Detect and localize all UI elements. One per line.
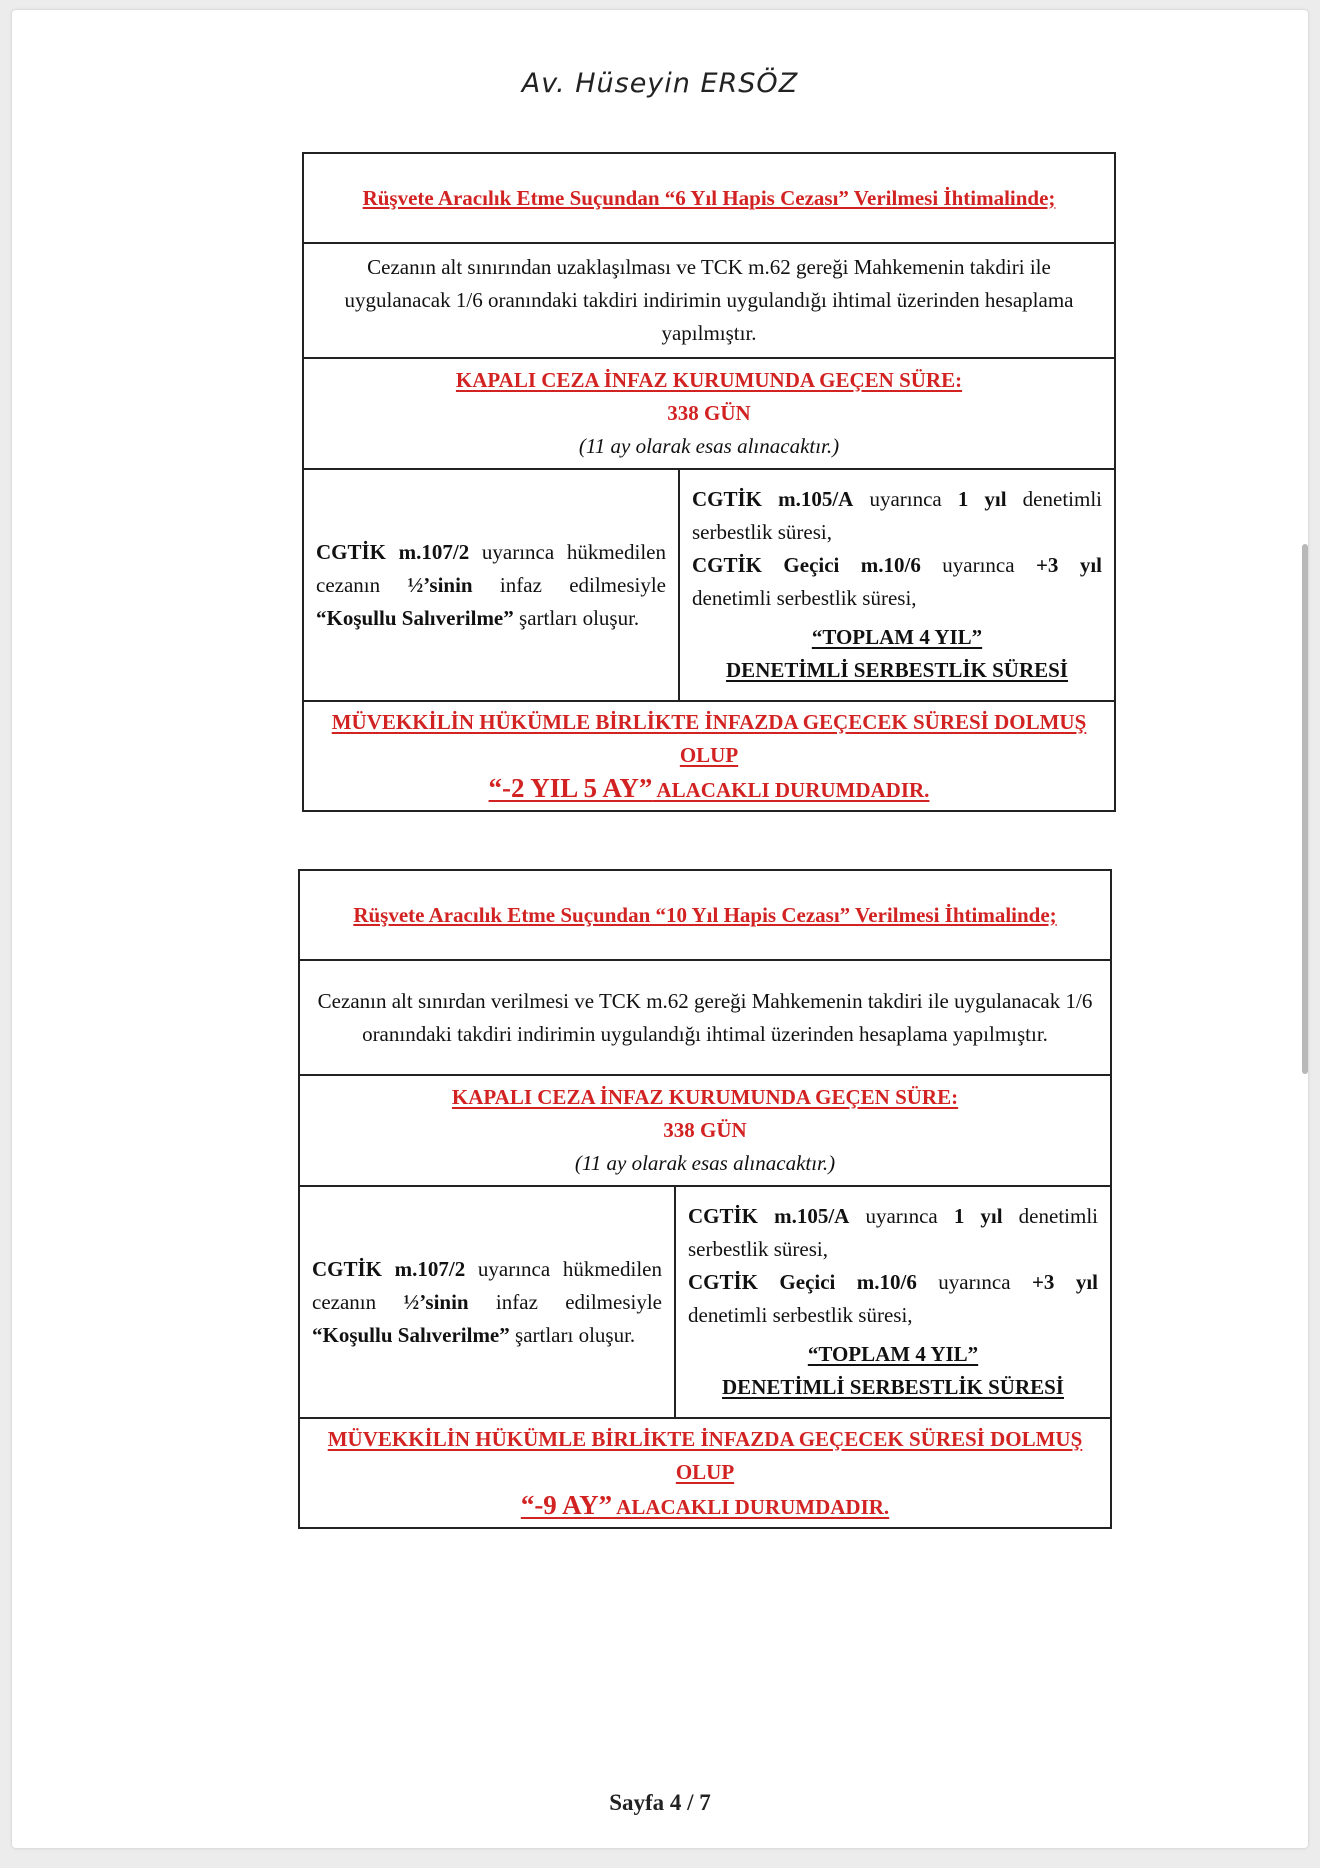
result-line: MÜVEKKİLİN HÜKÜMLE BİRLİKTE İNFAZDA GEÇECEK SÜRESİ DOLMUŞ OLUP xyxy=(331,709,1087,767)
prison-time-cell xyxy=(299,1075,1111,1186)
conditional-release-cell xyxy=(299,1186,675,1418)
result-suffix: ALACAKLI DURUMDADIR. xyxy=(612,1494,890,1519)
result-suffix: ALACAKLI DURUMDADIR. xyxy=(652,777,930,802)
text-fragment: uyarınca hükmedilen cezanın xyxy=(316,539,666,597)
scenario-title: Rüşvete Aracılık Etme Suçundan “10 Yıl Hapis Cezası” Verilmesi İhtimalinde; xyxy=(353,902,1057,927)
total-subtitle: DENETİMLİ SERBESTLİK SÜRESİ xyxy=(726,658,1068,682)
result-amount: “-2 YIL 5 AY” xyxy=(488,772,653,803)
law-reference: CGTİK m.107/2 xyxy=(312,1256,466,1281)
supervised-release-cell xyxy=(675,1186,1111,1418)
scenario-title: Rüşvete Aracılık Etme Suçundan “6 Yıl Hapis Cezası” Verilmesi İhtimalinde; xyxy=(362,185,1056,210)
text-fragment: uyarınca hükmedilen cezanın xyxy=(312,1256,662,1314)
text-fragment: infaz edilmesiyle xyxy=(472,572,667,597)
prison-note: (11 ay olarak esas alınacaktır.) xyxy=(578,434,840,458)
text-fragment: şartları oluşur. xyxy=(513,605,640,630)
prison-time-cell xyxy=(303,358,1115,469)
result-line: MÜVEKKİLİN HÜKÜMLE BİRLİKTE İNFAZDA GEÇECEK SÜRESİ DOLMUŞ OLUP xyxy=(327,1426,1083,1484)
prison-heading: KAPALI CEZA İNFAZ KURUMUNDA GEÇEN SÜRE: xyxy=(451,1085,959,1109)
calculation-table-6-years xyxy=(302,152,1116,812)
duration: 1 yıl xyxy=(953,1204,1003,1228)
conditional-release-term: “Koşullu Salıverilme” xyxy=(316,605,514,630)
text-fragment: şartları oluşur. xyxy=(509,1322,636,1347)
duration: 1 yıl xyxy=(957,487,1007,511)
text-fragment: uyarınca xyxy=(849,1204,954,1228)
conditional-release-term: “Koşullu Salıverilme” xyxy=(312,1322,510,1347)
result-amount-line xyxy=(312,1489,1098,1524)
calculation-table-10-years xyxy=(298,869,1112,1529)
page-number: Sayfa 4 / 7 xyxy=(609,1790,711,1815)
law-reference: CGTİK Geçici m.10/6 xyxy=(688,1270,917,1294)
description-text: Cezanın alt sınırından uzaklaşılması ve TCK m.62 gereği Mahkemenin takdiri ile uygulanacak 1/6 oranındaki takdiri indirimin uygulandığı ihtimal üzerinden hesaplama yapılmıştır. xyxy=(344,255,1074,345)
text-fragment: denetimli serbestlik süresi, xyxy=(688,1204,1098,1261)
total-subtitle: DENETİMLİ SERBESTLİK SÜRESİ xyxy=(722,1375,1064,1399)
duration: +3 yıl xyxy=(1031,1270,1098,1294)
text-fragment: denetimli serbestlik süresi, xyxy=(692,487,1102,544)
law-reference: CGTİK Geçici m.10/6 xyxy=(692,553,921,577)
law-reference: CGTİK m.105/A xyxy=(692,487,854,511)
supervised-release-line-1 xyxy=(692,483,1102,549)
supervised-release-line-2 xyxy=(688,1266,1098,1332)
text-fragment: uyarınca xyxy=(916,1270,1032,1294)
text-fragment: infaz edilmesiyle xyxy=(468,1289,663,1314)
vertical-scrollbar[interactable] xyxy=(1302,544,1308,1074)
text-fragment: uyarınca xyxy=(853,487,958,511)
supervised-release-line-1 xyxy=(688,1200,1098,1266)
author-header: Av. Hüseyin ERSÖZ xyxy=(521,68,799,99)
description-cell xyxy=(299,960,1111,1075)
description-cell xyxy=(303,243,1115,358)
scenario-title-cell xyxy=(303,153,1115,243)
text-fragment: uyarınca xyxy=(920,553,1036,577)
supervised-release-line-2 xyxy=(692,549,1102,615)
result-amount: “-9 AY” xyxy=(520,1489,613,1520)
total-label: “TOPLAM 4 YIL” xyxy=(811,625,983,649)
half-fraction: ½’sinin xyxy=(403,1289,469,1314)
result-cell xyxy=(299,1418,1111,1528)
prison-days: 338 GÜN xyxy=(663,1118,747,1142)
text-fragment: denetimli serbestlik süresi, xyxy=(688,1303,913,1327)
law-reference: CGTİK m.105/A xyxy=(688,1204,850,1228)
result-cell xyxy=(303,701,1115,811)
law-reference: CGTİK m.107/2 xyxy=(316,539,470,564)
text-fragment: denetimli serbestlik süresi, xyxy=(692,586,917,610)
total-label: “TOPLAM 4 YIL” xyxy=(807,1342,979,1366)
result-amount-line xyxy=(316,772,1102,807)
prison-note: (11 ay olarak esas alınacaktır.) xyxy=(574,1151,836,1175)
conditional-release-cell xyxy=(303,469,679,701)
scenario-title-cell xyxy=(299,870,1111,960)
half-fraction: ½’sinin xyxy=(407,572,473,597)
duration: +3 yıl xyxy=(1035,553,1102,577)
description-text: Cezanın alt sınırdan verilmesi ve TCK m.62 gereği Mahkemenin takdiri ile uygulanacak 1/6 oranındaki takdiri indirimin uygulandığı ihtimal üzerinden hesaplama yapılmıştır. xyxy=(317,988,1093,1046)
prison-days: 338 GÜN xyxy=(667,401,751,425)
prison-heading: KAPALI CEZA İNFAZ KURUMUNDA GEÇEN SÜRE: xyxy=(455,368,963,392)
supervised-release-cell xyxy=(679,469,1115,701)
